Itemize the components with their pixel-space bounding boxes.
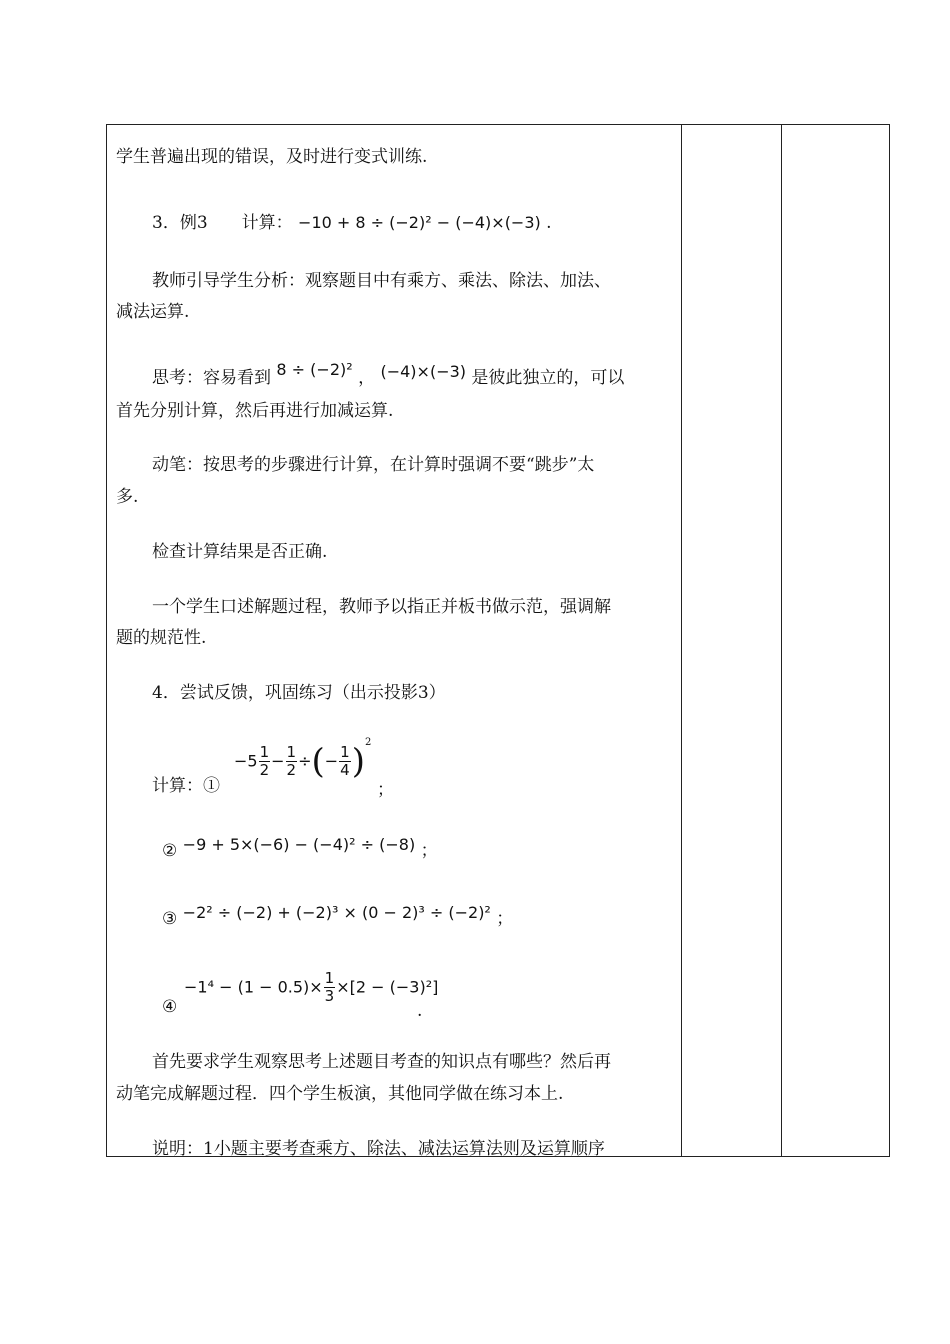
exercise-1-divide: ÷ <box>298 751 312 771</box>
exercise-1-fraction-1 <box>259 744 271 779</box>
right-paren-glyph: ) <box>351 741 365 782</box>
exercise-1-neg: − <box>324 751 339 771</box>
example-3-period: . <box>546 213 552 233</box>
student-explain-line-1: 一个学生口述解题过程，教师予以指正并板书做示范，强调解 <box>152 597 611 617</box>
exercise-1-exponent: 2 <box>364 737 372 749</box>
left-paren-glyph: ( <box>311 741 325 782</box>
exercise-3-end: ； <box>496 909 514 929</box>
think-separator: ， <box>358 368 376 388</box>
write-line-1: 动笔：按思考的步骤进行计算，在计算时强调不要“跳步”太 <box>152 455 595 475</box>
exercise-4-expression <box>184 970 438 1005</box>
fraction-2-denominator: 2 <box>286 761 297 779</box>
exercise-1-end: ； <box>377 780 394 800</box>
exercise-1-label: 计算：① <box>152 776 220 796</box>
fraction-2-numerator: 1 <box>286 743 297 761</box>
exercise-3-expression: −2² ÷ (−2) + (−2)³ × (0 − 2)³ ÷ (−2)² <box>182 903 491 922</box>
write-line-2: 多. <box>116 487 139 507</box>
think-expression-2: (−4)×(−3) <box>380 362 467 381</box>
exercise-4-term-a: −1⁴ − (1 − 0.5)× <box>184 977 323 997</box>
exercise-2-line <box>162 835 438 862</box>
student-explain-line-2: 题的规范性. <box>116 628 207 648</box>
fraction-3-numerator: 1 <box>340 743 350 761</box>
fraction-1-denominator: 2 <box>259 761 270 779</box>
think-expression-1: 8 ÷ (−2)² <box>276 360 353 379</box>
paragraph-error-review: 学生普遍出现的错误，及时进行变式训练. <box>116 147 428 167</box>
example-3-expression: −10 + 8 ÷ (−2)² − (−4)×(−3) <box>298 213 541 232</box>
exercise-3-line <box>162 903 514 930</box>
exercise-4-fraction <box>324 970 336 1005</box>
example-3-line <box>152 212 552 234</box>
example-3-label: 3．例3 计算： <box>152 213 293 233</box>
think-line-2: 首先分别计算，然后再进行加减运算. <box>116 401 394 421</box>
think-text-start: 思考：容易看到 <box>152 368 271 388</box>
exercise-3-label: ③ <box>162 909 178 929</box>
exercise-1-fraction-2 <box>286 744 298 779</box>
exercise-1-term-a: −5 <box>234 751 258 771</box>
check-results-line: 检查计算结果是否正确. <box>152 542 328 562</box>
exercise-1-minus: − <box>271 751 285 771</box>
teacher-guide-line-1: 教师引导学生分析：观察题目中有乘方、乘法、除法、加法、 <box>152 271 611 291</box>
exercise-4-label: ④ <box>162 997 178 1017</box>
exercise-2-expression: −9 + 5×(−6) − (−4)² ÷ (−8) <box>182 835 416 854</box>
fraction-4-denominator: 3 <box>324 987 335 1005</box>
think-line-1 <box>152 360 625 389</box>
exercise-2-end: ； <box>420 841 438 861</box>
observe-line-1: 首先要求学生观察思考上述题目考查的知识点有哪些？然后再 <box>152 1052 611 1072</box>
exercise-1-expression <box>234 737 372 782</box>
explanation-line: 说明：1小题主要考查乘方、除法、减法运算法则及运算顺序 <box>152 1139 605 1159</box>
exercise-4-term-b: ×[2 − (−3)²] <box>336 977 439 997</box>
observe-line-2: 动笔完成解题过程．四个学生板演，其他同学做在练习本上. <box>116 1084 564 1104</box>
exercise-1-fraction-3 <box>339 744 351 779</box>
column-divider-2 <box>781 125 782 1156</box>
exercise-4-end: . <box>417 1001 423 1021</box>
fraction-4-numerator: 1 <box>324 969 335 987</box>
fraction-1-numerator: 1 <box>259 743 270 761</box>
think-text-end: 是彼此独立的，可以 <box>471 368 625 388</box>
practice-heading: 4．尝试反馈，巩固练习（出示投影3） <box>152 683 446 703</box>
fraction-3-denominator: 4 <box>340 761 350 779</box>
teacher-guide-line-2: 减法运算. <box>116 302 190 322</box>
column-divider-1 <box>681 125 682 1156</box>
exercise-2-label: ② <box>162 841 178 861</box>
